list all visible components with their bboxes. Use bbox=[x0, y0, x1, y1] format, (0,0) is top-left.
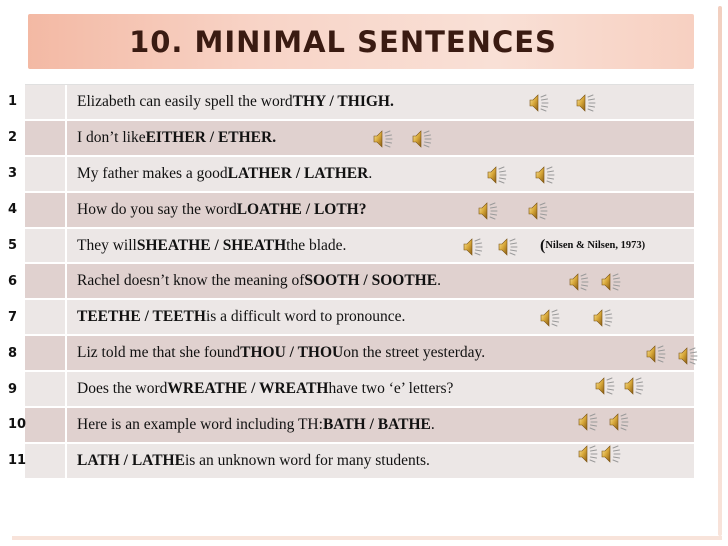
sentence: Rachel doesn’t know the meaning of SOOTH / SOOTHE . bbox=[77, 272, 441, 290]
speaker-icon[interactable] bbox=[528, 93, 550, 113]
table-row bbox=[8, 372, 694, 408]
speaker-icon[interactable] bbox=[534, 165, 556, 185]
table-row bbox=[8, 85, 694, 121]
speaker-icon[interactable] bbox=[608, 412, 630, 432]
speaker-icon[interactable] bbox=[462, 237, 484, 257]
sentence: They will SHEATHE / SHEATH the blade. ( Nilsen & Nilsen, 1973) bbox=[77, 236, 646, 254]
sentence: Elizabeth can easily spell the word THY / THIGH. bbox=[77, 92, 394, 110]
slide-frame-bottom bbox=[12, 536, 722, 540]
speaker-icon[interactable] bbox=[539, 308, 561, 328]
sentence: How do you say the word LOATHE / LOTH? bbox=[77, 200, 367, 218]
speaker-icon[interactable] bbox=[677, 346, 699, 366]
sentences-table bbox=[8, 84, 694, 480]
table-row bbox=[8, 336, 694, 372]
citation: ( Nilsen & Nilsen, 1973) bbox=[540, 236, 646, 254]
slide-frame-right bbox=[718, 6, 722, 536]
row-number: 2 bbox=[0, 121, 67, 155]
table-row bbox=[8, 264, 694, 300]
sentence: My father makes a good LATHER / LATHER . bbox=[77, 164, 373, 182]
speaker-icon[interactable] bbox=[577, 444, 599, 464]
row-number: 1 bbox=[0, 85, 67, 119]
title-bar bbox=[28, 14, 694, 69]
speaker-icon[interactable] bbox=[577, 412, 599, 432]
speaker-icon[interactable] bbox=[575, 93, 597, 113]
sentence: Does the word WREATHE / WREATH have two ‘e’ letters? bbox=[77, 380, 454, 398]
table-row bbox=[8, 300, 694, 336]
speaker-icon[interactable] bbox=[592, 308, 614, 328]
table-row bbox=[8, 229, 694, 265]
speaker-icon[interactable] bbox=[486, 165, 508, 185]
sentence: TEETHE / TEETH is a difficult word to pronounce. bbox=[77, 308, 406, 326]
table-row bbox=[8, 193, 694, 229]
row-number: 10 bbox=[0, 408, 67, 442]
row-number: 3 bbox=[0, 157, 67, 191]
sentence: Liz told me that she found THOU / THOU on the street yesterday. bbox=[77, 344, 486, 362]
row-number: 6 bbox=[0, 264, 67, 298]
speaker-icon[interactable] bbox=[600, 272, 622, 292]
speaker-icon[interactable] bbox=[497, 237, 519, 257]
row-number: 4 bbox=[0, 193, 67, 227]
slide-title: 10. MINIMAL SENTENCES bbox=[129, 24, 557, 59]
speaker-icon[interactable] bbox=[594, 376, 616, 396]
speaker-icon[interactable] bbox=[645, 344, 667, 364]
speaker-icon[interactable] bbox=[477, 201, 499, 221]
sentence: I don’t like EITHER / ETHER. bbox=[77, 128, 277, 146]
table-row bbox=[8, 408, 694, 444]
table-row bbox=[8, 444, 694, 480]
speaker-icon[interactable] bbox=[623, 376, 645, 396]
sentence: Here is an example word including TH: BATH / BATHE . bbox=[77, 415, 435, 433]
row-number: 7 bbox=[0, 300, 67, 334]
speaker-icon[interactable] bbox=[568, 272, 590, 292]
row-number: 11 bbox=[0, 444, 67, 478]
row-number: 5 bbox=[0, 229, 67, 263]
row-number: 9 bbox=[0, 372, 67, 406]
speaker-icon[interactable] bbox=[411, 129, 433, 149]
speaker-icon[interactable] bbox=[600, 444, 622, 464]
sentence: LATH / LATHE is an unknown word for many students. bbox=[77, 451, 430, 469]
table-row bbox=[8, 157, 694, 193]
speaker-icon[interactable] bbox=[527, 201, 549, 221]
row-number: 8 bbox=[0, 336, 67, 370]
table-row bbox=[8, 121, 694, 157]
speaker-icon[interactable] bbox=[372, 129, 394, 149]
